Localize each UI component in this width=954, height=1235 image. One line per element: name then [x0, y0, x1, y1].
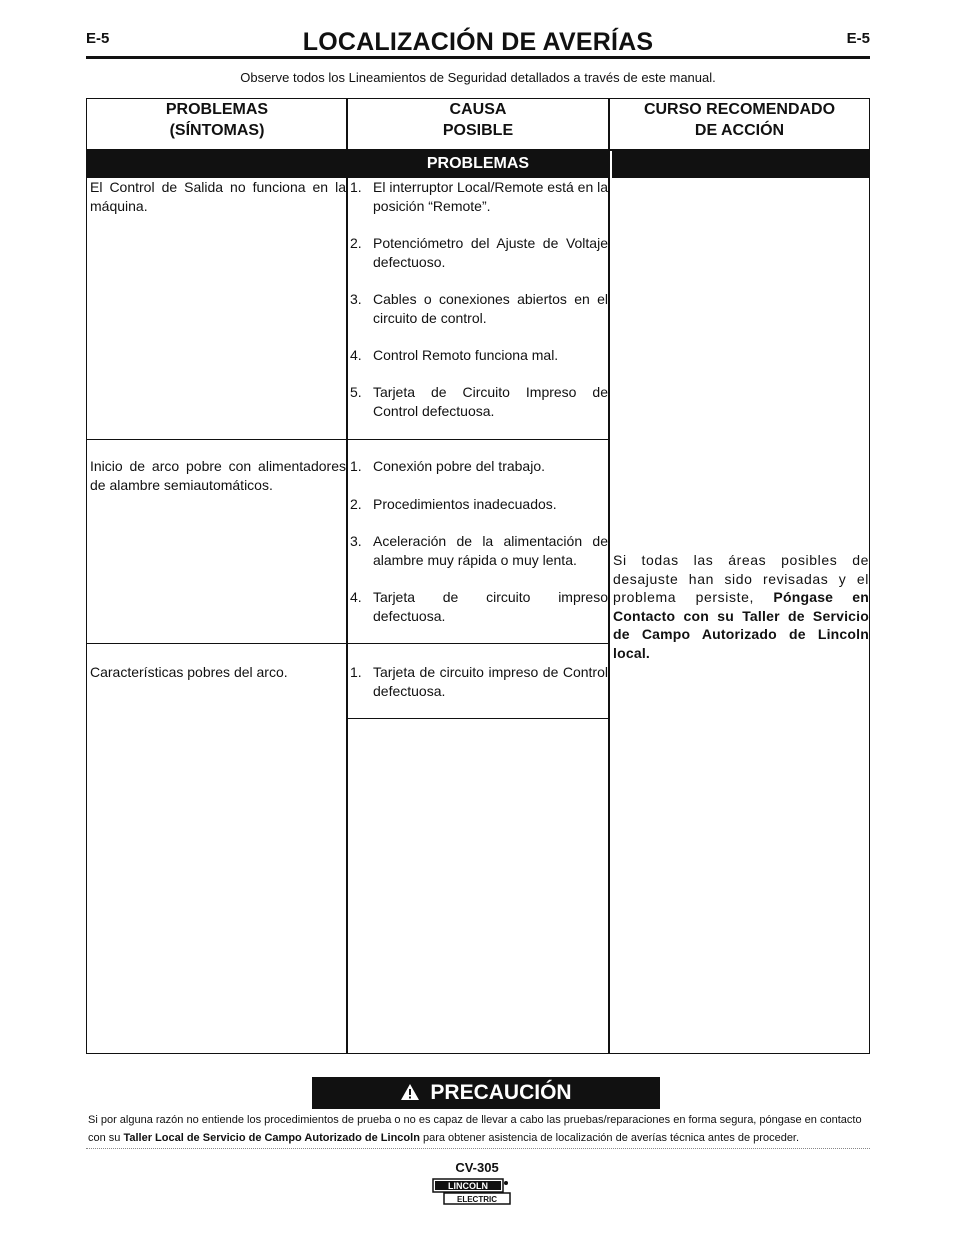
- column-header-line: POSIBLE: [442, 122, 514, 139]
- troubleshooting-table: [86, 98, 870, 1054]
- row-divider: [87, 643, 608, 644]
- safety-note: Observe todos los Lineamientos de Seguridad detallados a través de este manual.: [240, 70, 716, 85]
- cause-number: 2.: [350, 235, 362, 251]
- column-divider: [608, 99, 610, 1053]
- warning-icon: [400, 1079, 420, 1111]
- cause-number: 1.: [350, 458, 362, 474]
- action-text: Si todas las áreas posibles de desajuste han sido revisadas y el problema persiste,: [613, 552, 869, 605]
- cause-number: 5.: [350, 384, 362, 400]
- column-header-line: CAUSA: [449, 101, 507, 118]
- lincoln-electric-logo: [432, 1178, 512, 1206]
- page-code-left: E-5: [86, 30, 110, 47]
- action-text-bold: Póngase en Contacto con su Taller de Servicio de Campo Autorizado de Lincoln local.: [613, 589, 869, 661]
- cause-text: Tarjeta de Circuito Impreso de Control defectuosa.: [373, 384, 608, 419]
- header-rule: [86, 56, 870, 59]
- caution-text-part: para obtener asistencia de localización de averías técnica antes de proceder.: [419, 1132, 800, 1144]
- recommended-action: [613, 551, 869, 662]
- row-divider: [87, 439, 608, 440]
- cause-number: 4.: [350, 347, 362, 363]
- cause-number: 1.: [350, 179, 362, 195]
- logo-text-top: LINCOLN: [448, 1181, 488, 1191]
- footer-divider: [86, 1148, 870, 1149]
- symptom-poor-arc: Características pobres del arco.: [90, 664, 288, 680]
- cause-text: Cables o conexiones abiertos en el circuito de control.: [373, 291, 608, 326]
- column-header-line: CURSO RECOMENDADO: [643, 101, 836, 118]
- caution-text: [88, 1111, 870, 1147]
- column-header-cause: [348, 99, 608, 149]
- cause-number: 3.: [350, 533, 362, 549]
- section-label: PROBLEMAS: [426, 155, 530, 172]
- cause-text: Procedimientos inadecuados.: [373, 496, 557, 512]
- column-header-line: PROBLEMAS: [165, 101, 269, 118]
- cause-number: 1.: [350, 664, 362, 680]
- section-bar-action: [612, 150, 869, 178]
- column-header-line: DE ACCIÓN: [694, 122, 785, 139]
- cause-text: Aceleración de la alimentación de alambre muy rápida o muy lenta.: [373, 533, 608, 568]
- cause-text: Tarjeta de circuito impreso defectuosa.: [373, 589, 608, 624]
- cause-text: Control Remoto funciona mal.: [373, 347, 559, 363]
- cause-text: El interruptor Local/Remote está en la posición “Remote”.: [373, 179, 609, 214]
- column-header-line: (SÍNTOMAS): [169, 122, 265, 139]
- page-title: LOCALIZACIÓN DE AVERÍAS: [302, 28, 654, 56]
- caution-text-bold: Taller Local de Servicio de Campo Autorizado de Lincoln: [123, 1132, 420, 1144]
- cause-number: 3.: [350, 291, 362, 307]
- row-divider: [348, 718, 608, 719]
- caution-text-part: Si por alguna razón no entiende los procedimientos de prueba o no es capaz de llevar a cabo las pruebas/reparaciones en forma segura, póngase en contacto con su: [88, 1114, 862, 1144]
- cause-text: Tarjeta de circuito impreso de Control defectuosa.: [373, 664, 608, 699]
- model-number: CV-305: [455, 1160, 499, 1175]
- cause-text: Potenciómetro del Ajuste de Voltaje defectuoso.: [373, 235, 608, 270]
- column-header-action: [610, 99, 869, 149]
- symptom-poor-arc-start: Inicio de arco pobre con alimentadores de alambre semiautomáticos.: [90, 458, 346, 493]
- logo-text-bottom: ELECTRIC: [457, 1195, 497, 1204]
- page-header: [86, 22, 870, 58]
- column-header-problems: [87, 99, 347, 149]
- column-divider: [346, 99, 348, 1053]
- symptom-output-control: El Control de Salida no funciona en la máquina.: [90, 179, 346, 214]
- cause-number: 2.: [350, 496, 362, 512]
- caution-title: PRECAUCIÓN: [430, 1081, 572, 1104]
- caution-banner: [312, 1077, 660, 1109]
- cause-number: 4.: [350, 589, 362, 605]
- page-code-right: E-5: [846, 30, 870, 47]
- cause-text: Conexión pobre del trabajo.: [373, 458, 546, 474]
